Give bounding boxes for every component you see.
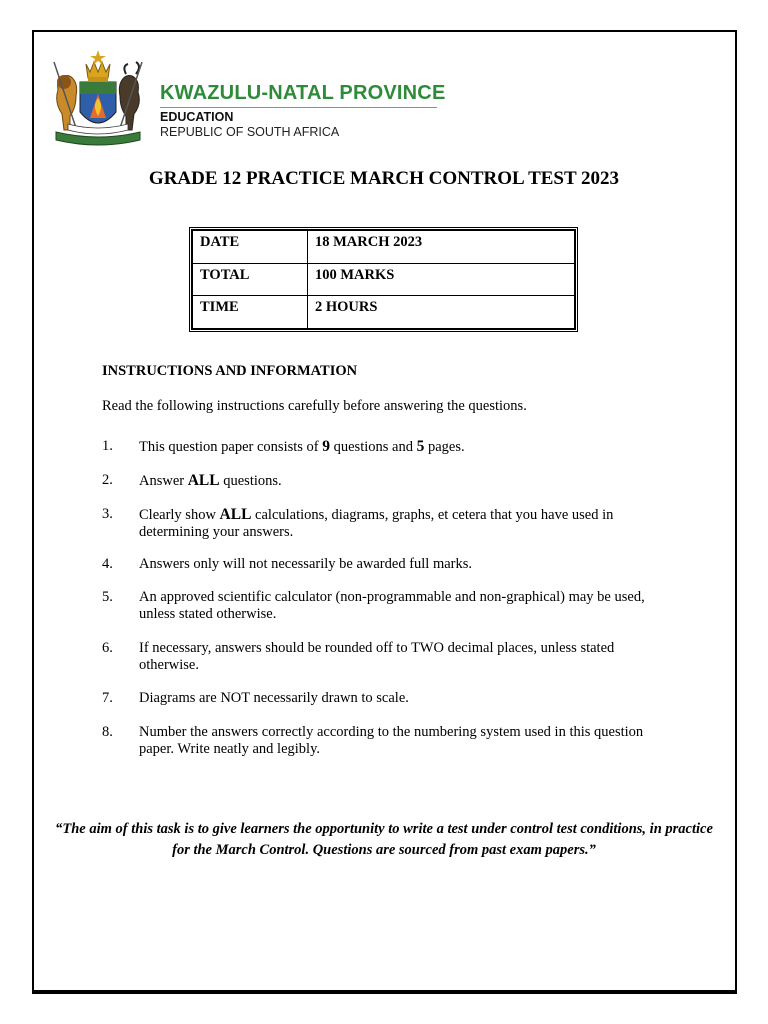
instruction-number: 6. (102, 640, 113, 656)
instruction-text: An approved scientific calculator (non-programmable and non-graphical) may be used, unless stated otherwise. (139, 589, 645, 622)
info-label: TOTAL (193, 263, 308, 296)
document-title: GRADE 12 PRACTICE MARCH CONTROL TEST 2023 (148, 168, 620, 189)
info-row-time (193, 296, 575, 329)
instruction-text: This question paper consists of 9 questions and 5 pages. (139, 438, 465, 455)
info-value: 100 MARKS (308, 263, 575, 296)
instruction-number: 1. (102, 438, 113, 454)
info-row-total (193, 263, 575, 296)
info-label: TIME (193, 296, 308, 329)
instruction-text: Number the answers correctly according to the numbering system used in this question paper. Write neatly and legibly. (139, 724, 644, 757)
task-aim-quote: “The aim of this task is to give learners the opportunity to write a test under control test conditions, in practice for the March Control. Questions are sourced from past exam papers.” (55, 821, 713, 858)
instruction-text: Answer ALL questions. (139, 472, 282, 489)
instruction-number: 8. (102, 724, 113, 740)
instruction-text: Answers only will not necessarily be awarded full marks. (139, 556, 473, 572)
instruction-number: 4. (102, 556, 113, 572)
province-name: KWAZULU-NATAL PROVINCE (160, 82, 446, 104)
instruction-text: If necessary, answers should be rounded off to TWO decimal places, unless stated otherwise. (139, 640, 615, 673)
coat-of-arms-icon (46, 42, 150, 150)
instruction-text: Clearly show ALL calculations, diagrams, graphs, et cetera that you have used in determining your answers. (139, 506, 614, 540)
header-rule (160, 107, 437, 108)
instruction-number: 5. (102, 589, 113, 605)
info-label: DATE (193, 231, 308, 264)
instruction-number: 7. (102, 690, 113, 706)
instruction-number: 3. (102, 506, 113, 522)
info-value: 18 MARCH 2023 (308, 231, 575, 264)
department-name: EDUCATION (160, 110, 234, 124)
instruction-text: Diagrams are NOT necessarily drawn to scale. (139, 690, 409, 706)
info-value: 2 HOURS (308, 296, 575, 329)
instructions-lead: Read the following instructions carefully before answering the questions. (102, 398, 527, 414)
instruction-number: 2. (102, 472, 113, 488)
page-border-bottom (32, 990, 737, 994)
country-name: REPUBLIC OF SOUTH AFRICA (160, 125, 340, 139)
instructions-heading: INSTRUCTIONS AND INFORMATION (102, 363, 358, 379)
info-row-date (193, 231, 575, 264)
info-table (189, 227, 578, 332)
